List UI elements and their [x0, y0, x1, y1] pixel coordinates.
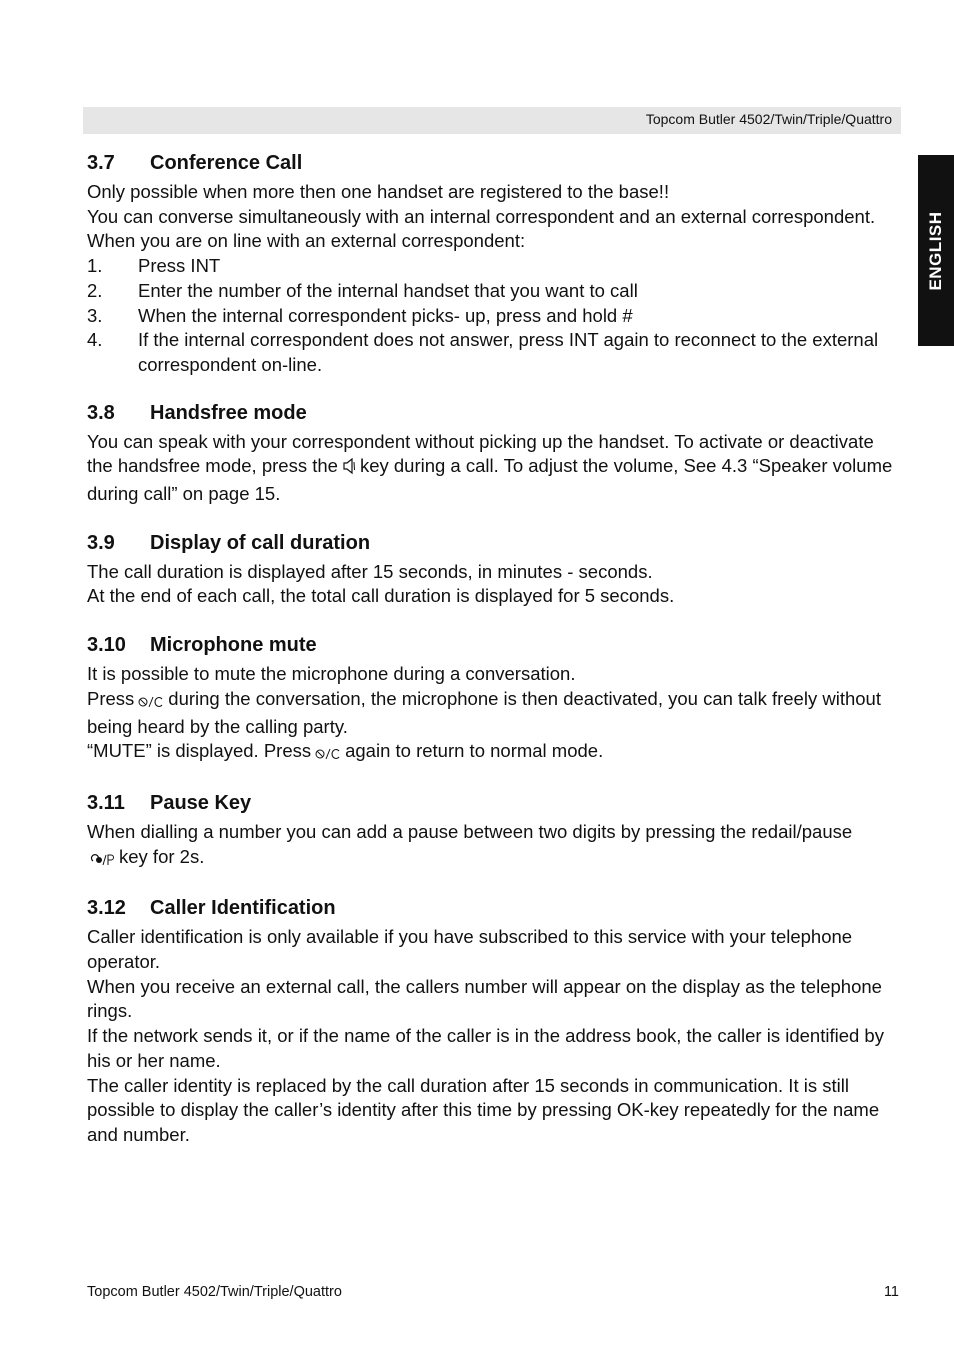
text-run: “MUTE” is displayed. Press — [87, 740, 312, 762]
speaker-icon — [342, 457, 356, 482]
language-tab — [918, 155, 954, 346]
section-title: Handsfree mode — [150, 401, 307, 424]
section-title: Display of call duration — [150, 531, 371, 554]
paragraph — [87, 687, 899, 739]
section-heading — [87, 150, 899, 176]
section-microphone-mute — [87, 632, 899, 767]
page-header — [83, 107, 901, 134]
section-number: 3.8 — [87, 401, 115, 424]
section-title: Pause Key — [150, 791, 252, 814]
text-run: When dialling a number you can add a pause between two digits by pressing the redail/pause — [87, 820, 853, 842]
list-item — [87, 328, 899, 377]
section-heading — [87, 790, 899, 816]
paragraph: If the network sends it, or if the name of the caller is in the address book, the caller is identified by his or her name. — [87, 1025, 884, 1071]
section-number: 3.12 — [87, 897, 126, 920]
paragraph: Caller identification is only available if you have subscribed to this service with your telephone operator. — [87, 926, 853, 973]
footer-product-name: Topcom Butler 4502/Twin/Triple/Quattro — [87, 1284, 342, 1300]
paragraph: The call duration is displayed after 15 seconds, in minutes - seconds. — [87, 560, 653, 582]
page-content — [87, 150, 899, 1148]
section-number: 3.10 — [87, 634, 126, 657]
section-call-duration — [87, 530, 899, 609]
list-item — [87, 304, 899, 329]
step-number: 3. — [87, 304, 103, 326]
step-text: Enter the number of the internal handset that you want to call — [138, 279, 638, 301]
step-text: Press INT — [138, 255, 221, 277]
text-run: during the conversation, the microphone is then deactivated, you can talk freely without being heard by the calling party. — [87, 687, 881, 737]
list-item — [87, 279, 899, 304]
section-heading — [87, 632, 899, 658]
paragraph: When you receive an external call, the callers number will appear on the display as the telephone rings. — [87, 975, 882, 1022]
paragraph: When you are on line with an external correspondent: — [87, 230, 526, 252]
steps-list — [87, 254, 899, 378]
paragraph: Only possible when more then one handset are registered to the base!! — [87, 181, 670, 202]
paragraph — [87, 430, 899, 507]
paragraph — [87, 820, 899, 872]
section-title: Caller Identification — [150, 897, 336, 920]
text-run: You can speak with your correspondent without picking up the handset. To activate or deactivate the handsfree mode, press the — [87, 430, 874, 477]
section-heading — [87, 400, 899, 426]
section-heading — [87, 530, 899, 556]
text-run: again to return to normal mode. — [345, 740, 604, 762]
list-item — [87, 254, 899, 279]
section-conference-call — [87, 150, 899, 378]
paragraph — [87, 739, 899, 767]
paragraph: The caller identity is replaced by the call duration after 15 seconds in communication. It is still possible to display the caller’s identity after this time by pressing OK-key repeatedly for the name and number. — [87, 1074, 880, 1145]
language-tab-label: ENGLISH — [926, 210, 945, 291]
spacer — [87, 767, 899, 790]
section-title: Microphone mute — [150, 634, 317, 657]
spacer — [87, 378, 899, 400]
section-caller-identification — [87, 895, 899, 1147]
section-number: 3.11 — [87, 791, 125, 814]
spacer — [87, 872, 899, 895]
step-number: 2. — [87, 279, 103, 301]
spacer — [87, 507, 899, 530]
section-heading — [87, 895, 899, 921]
section-pause-key — [87, 790, 899, 872]
step-number: 1. — [87, 255, 103, 277]
text-run: key during a call. To adjust the volume, See 4.3 “Speaker volume during call” on page 15. — [87, 455, 893, 505]
paragraph: You can converse simultaneously with an internal correspondent and an external correspondent. — [87, 205, 876, 227]
section-title: Conference Call — [150, 152, 303, 174]
section-handsfree-mode — [87, 400, 899, 507]
header-product-name: Topcom Butler 4502/Twin/Triple/Quattro — [645, 111, 892, 127]
step-text: When the internal correspondent picks- up, press and hold # — [138, 304, 633, 326]
spacer — [87, 609, 899, 632]
text-run: Press — [87, 687, 135, 709]
step-text: If the internal correspondent does not answer, press INT again to reconnect to the external correspondent on-line. — [138, 329, 879, 375]
mute-c-icon — [138, 690, 164, 715]
section-number: 3.9 — [87, 531, 115, 554]
step-number: 4. — [87, 329, 103, 351]
section-number: 3.7 — [87, 152, 115, 174]
paragraph: It is possible to mute the microphone during a conversation. — [87, 663, 576, 685]
page-number: 11 — [883, 1284, 899, 1300]
redial-pause-icon — [89, 848, 115, 873]
text-run: key for 2s. — [119, 845, 205, 867]
mute-c-icon — [315, 742, 341, 767]
paragraph: At the end of each call, the total call duration is displayed for 5 seconds. — [87, 585, 675, 607]
